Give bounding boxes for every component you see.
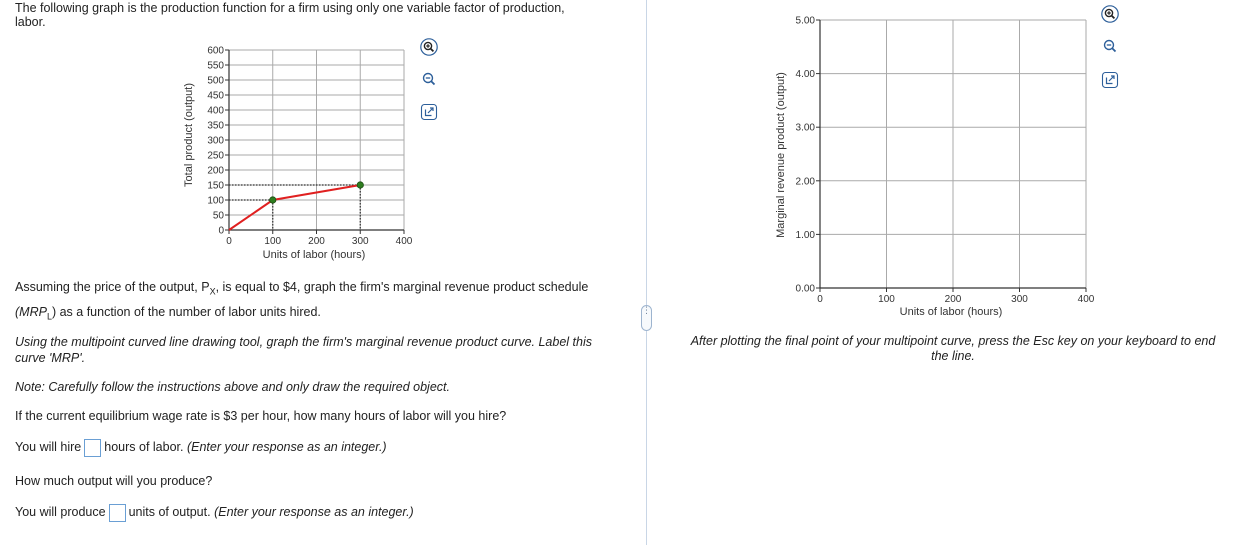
q1-part-b: , is equal to $4, graph the firm's marginal revenue product schedule	[215, 280, 589, 294]
q2-line-2: curve 'MRP'.	[15, 351, 86, 365]
tp-guides	[229, 185, 360, 230]
y-tick-label: 300	[207, 135, 224, 147]
tp-data-point	[270, 197, 276, 203]
x-tick-label: 0	[226, 236, 232, 247]
panel-divider	[646, 0, 647, 545]
mrp-chart[interactable]	[770, 10, 1120, 320]
produce-question: How much output will you produce?	[15, 474, 213, 488]
x-tick-label: 300	[1011, 294, 1028, 305]
x-tick-label: 200	[308, 236, 325, 247]
y-tick-label: 4.00	[795, 69, 815, 81]
produce-prefix: You will produce	[15, 505, 106, 519]
y-tick-label: 450	[207, 90, 224, 102]
question-paragraph-1	[15, 279, 588, 324]
instruction-line-1: After plotting the final point of your multipoint curve, press the Esc key on your keyboard to end	[690, 334, 1216, 348]
hire-prefix: You will hire	[15, 440, 82, 454]
tp-y-axis-label: Total product (output)	[183, 83, 195, 187]
intro-line-2: labor.	[15, 15, 46, 29]
intro-line-1: The following graph is the production function for a firm using only one variable factor of production,	[15, 1, 565, 15]
y-tick-label: 250	[207, 150, 224, 162]
y-tick-label: 3.00	[795, 122, 815, 134]
x-tick-label: 100	[878, 294, 895, 305]
zoom-in-icon[interactable]	[420, 38, 438, 56]
produce-hint: (Enter your response as an integer.)	[214, 505, 414, 519]
tp-data-point	[357, 182, 363, 188]
y-tick-label: 0	[218, 225, 224, 237]
mrp-grid	[820, 20, 1086, 288]
tp-x-ticks	[226, 230, 413, 247]
y-tick-label: 500	[207, 75, 224, 87]
zoom-out-icon[interactable]	[420, 70, 438, 88]
tp-curve	[229, 185, 360, 230]
x-tick-label: 100	[264, 236, 282, 247]
mrp-x-axis-label: Units of labor (hours)	[899, 306, 1003, 318]
produce-input[interactable]	[109, 504, 126, 522]
wage-question: If the current equilibrium wage rate is $3 per hour, how many hours of labor will you hire?	[15, 409, 507, 423]
mrp-y-axis-label: Marginal revenue product (output)	[775, 72, 787, 238]
expand-icon[interactable]	[420, 103, 438, 121]
q1-part-c: (MRP	[15, 304, 47, 319]
y-tick-label: 5.00	[795, 15, 815, 27]
hire-suffix: hours of labor.	[104, 440, 184, 454]
x-tick-label: 300	[351, 236, 369, 247]
panel-resize-handle[interactable]: ⋮	[641, 305, 652, 331]
q1-part-d: ) as a function of the number of labor units hired.	[51, 304, 321, 319]
produce-answer-row	[15, 502, 414, 522]
tp-grid	[229, 50, 404, 230]
q2-line-1: Using the multipoint curved line drawing tool, graph the firm's marginal revenue product curve. Label this	[15, 335, 592, 349]
q1-part-a: Assuming the price of the output, P	[15, 280, 210, 294]
y-tick-label: 50	[212, 210, 224, 222]
y-tick-label: 1.00	[795, 229, 815, 241]
tp-x-axis-label: Units of labor (hours)	[262, 249, 366, 261]
y-tick-label: 600	[207, 45, 224, 57]
y-tick-label: 2.00	[795, 176, 815, 188]
intro-text	[15, 1, 565, 29]
hire-answer-row	[15, 437, 387, 457]
instruction-line-2: the line.	[931, 349, 975, 363]
q1-subscript-x: X	[209, 286, 216, 297]
y-tick-label: 400	[207, 105, 224, 117]
mrp-zoom-out-icon[interactable]	[1101, 37, 1119, 55]
y-tick-label: 0.00	[795, 283, 815, 295]
y-tick-label: 150	[207, 180, 224, 192]
x-tick-label: 200	[944, 294, 962, 305]
x-tick-label: 400	[395, 236, 413, 247]
hire-input[interactable]	[84, 439, 101, 457]
y-tick-label: 200	[207, 165, 224, 177]
mrp-x-ticks	[817, 288, 1095, 305]
y-tick-label: 100	[207, 195, 224, 207]
total-product-chart	[175, 40, 435, 265]
x-tick-label: 400	[1077, 294, 1095, 305]
mrp-expand-icon[interactable]	[1101, 71, 1119, 89]
y-tick-label: 350	[207, 120, 224, 132]
y-tick-label: 550	[207, 60, 224, 72]
produce-suffix: units of output.	[128, 505, 211, 519]
question-paragraph-2	[15, 334, 592, 366]
tp-y-ticks	[207, 46, 229, 237]
q1-subscript-l: L	[46, 311, 52, 321]
x-tick-label: 0	[817, 294, 823, 305]
mrp-y-ticks	[796, 16, 820, 295]
hire-hint: (Enter your response as an integer.)	[186, 440, 387, 454]
note-text: Note: Carefully follow the instructions above and only draw the required object.	[15, 380, 450, 394]
mrp-zoom-in-icon[interactable]	[1101, 5, 1119, 23]
drawing-instruction	[668, 334, 1238, 364]
